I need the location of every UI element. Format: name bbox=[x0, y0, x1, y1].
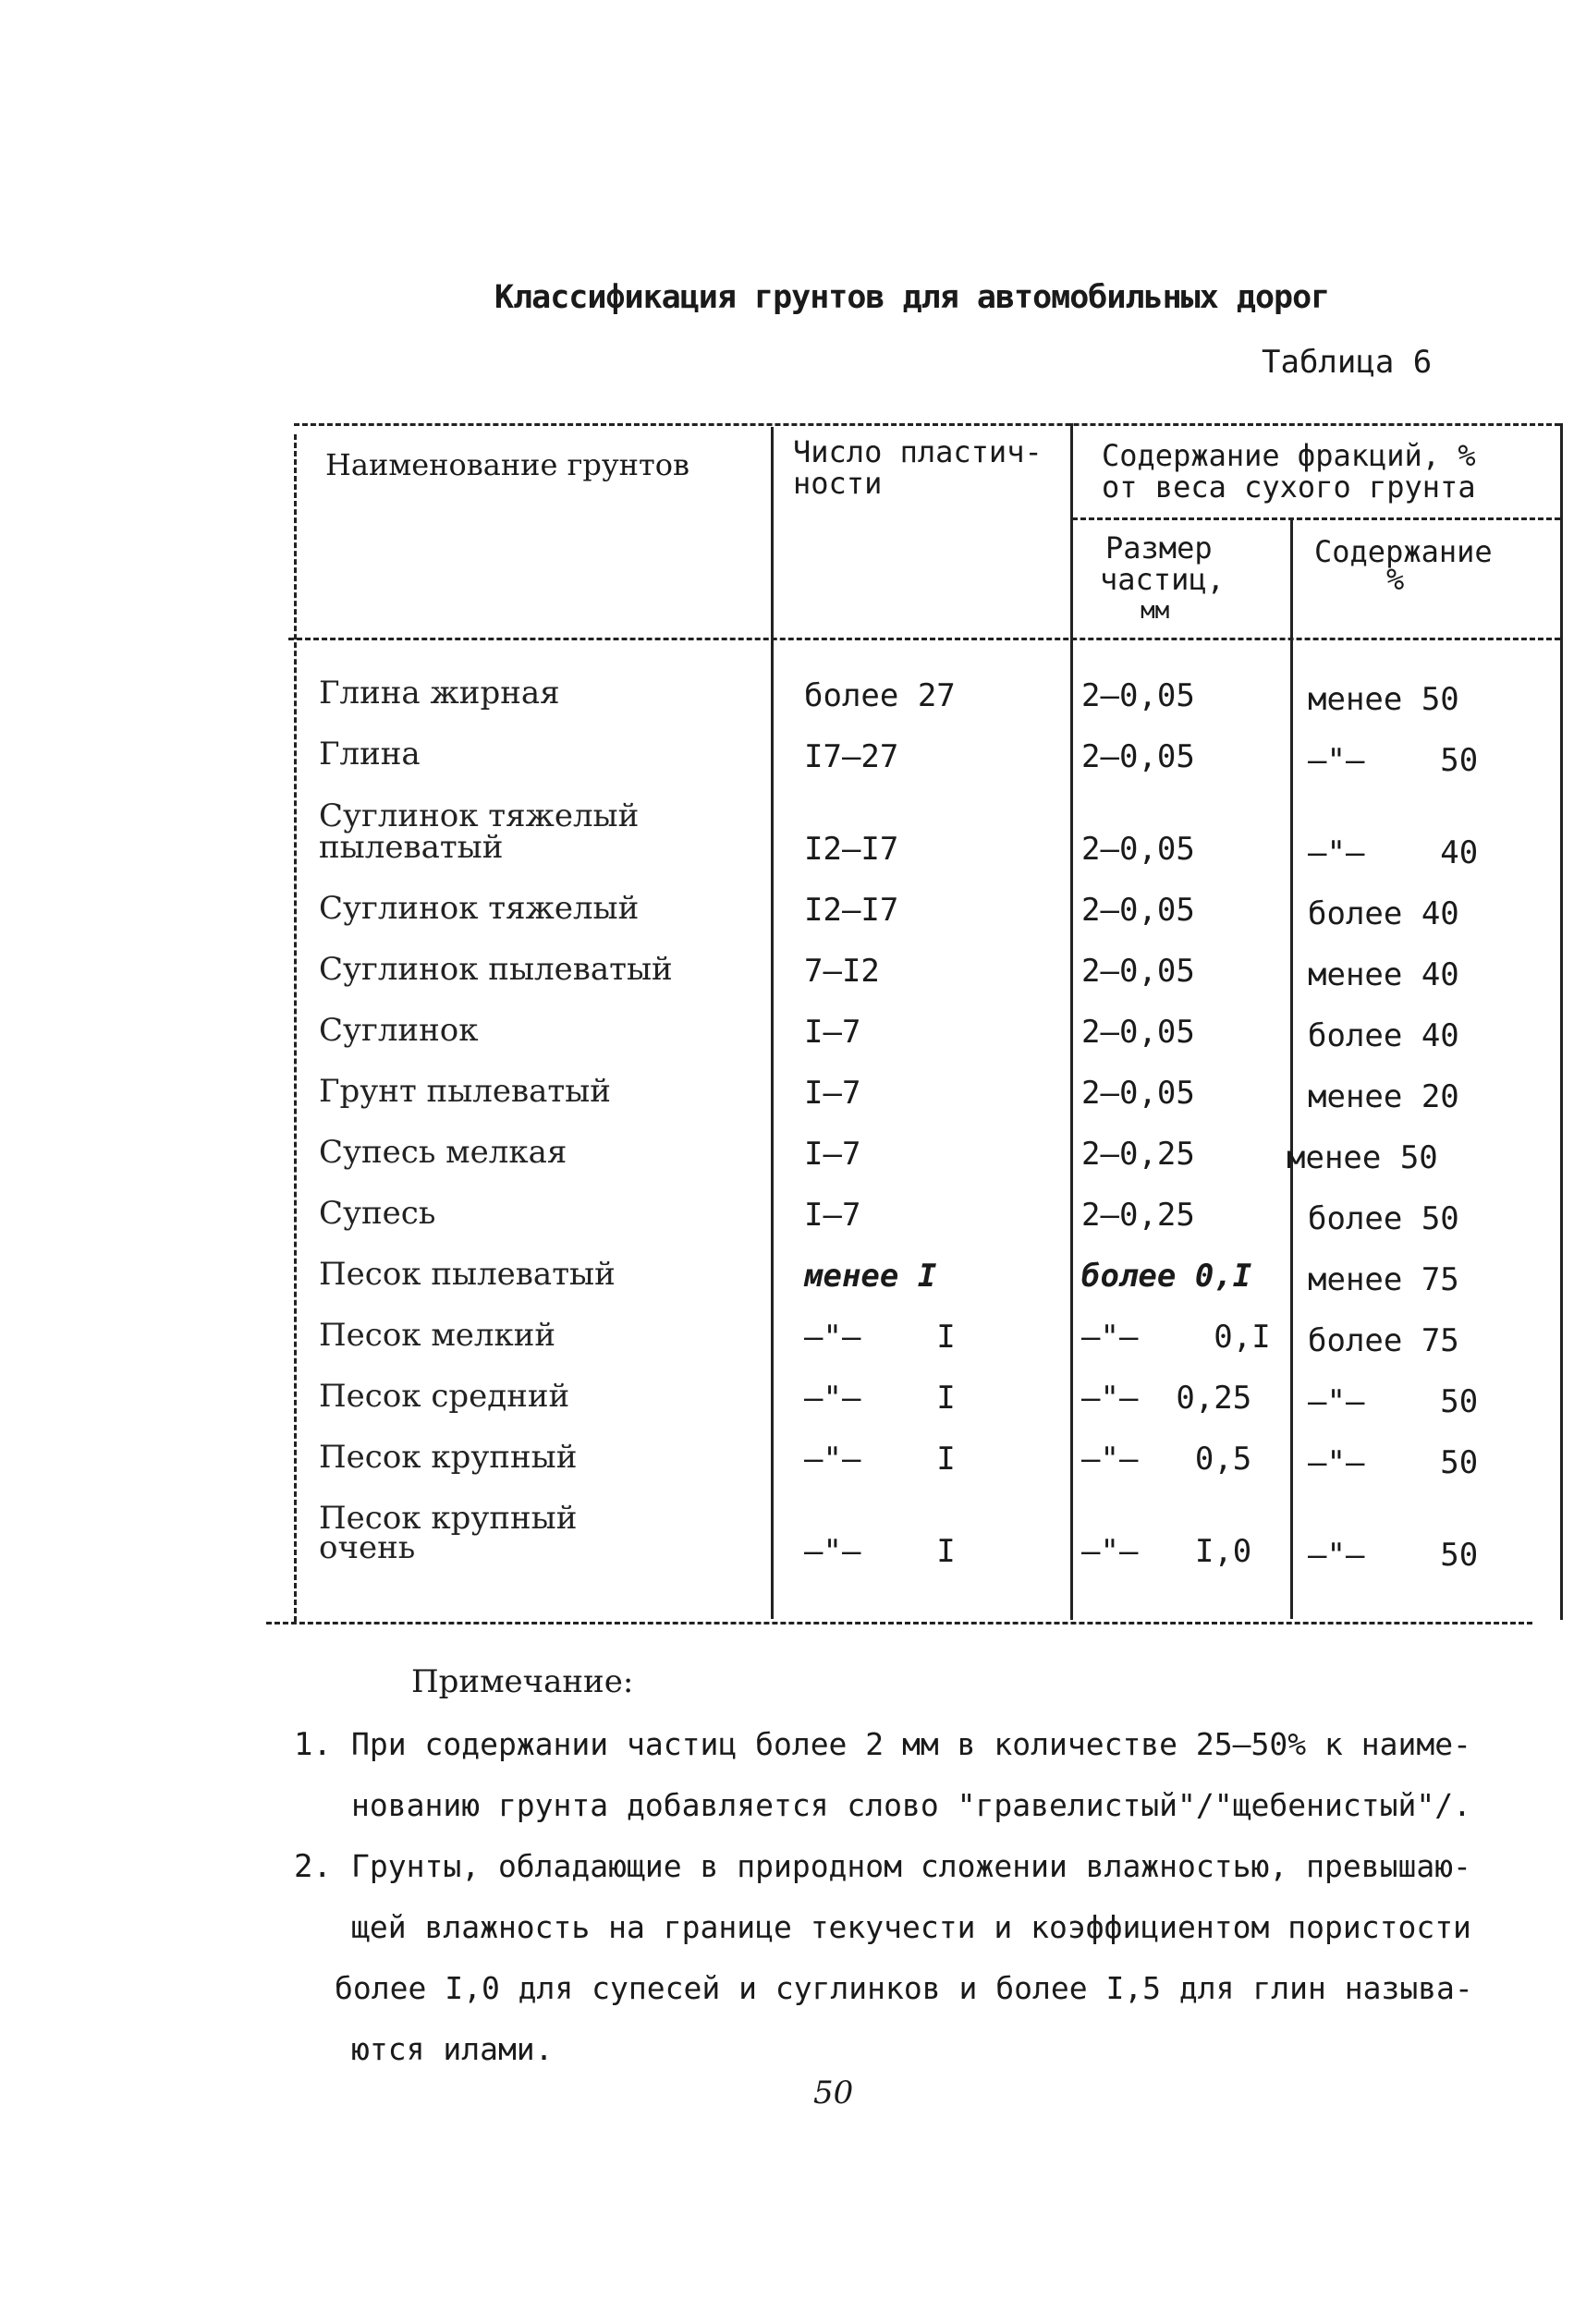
cell-particle-size: –"– I,0 bbox=[1081, 1533, 1252, 1570]
cell-plasticity: I7–27 bbox=[804, 738, 899, 775]
cell-plasticity: I2–I7 bbox=[804, 892, 899, 929]
cell-content: менее 50 bbox=[1287, 1139, 1438, 1176]
header-content-line2: % bbox=[1386, 562, 1405, 597]
cell-soil-name-line2: пылеватый bbox=[319, 829, 504, 866]
cell-content: –"– 40 bbox=[1308, 834, 1479, 871]
cell-particle-size: –"– 0,I bbox=[1081, 1319, 1271, 1356]
cell-soil-name-line1: Песок крупный bbox=[319, 1500, 578, 1537]
cell-content: менее 40 bbox=[1308, 956, 1459, 993]
header-content-line1: Содержание bbox=[1314, 534, 1493, 569]
cell-particle-size: 2–0,05 bbox=[1081, 677, 1195, 714]
table-left-border bbox=[294, 434, 297, 1622]
cell-particle-size: –"– 0,5 bbox=[1081, 1441, 1252, 1478]
cell-soil-name: Песок средний bbox=[319, 1378, 570, 1415]
note-line: щей влажность на границе текучести и коэффициентом пористости bbox=[351, 1909, 1471, 1945]
cell-content: –"– 50 bbox=[1308, 1444, 1479, 1481]
cell-soil-name: Глина жирная bbox=[319, 675, 560, 712]
cell-soil-name: Песок крупный bbox=[319, 1439, 578, 1476]
cell-particle-size: более 0,I bbox=[1081, 1258, 1252, 1295]
table-label: Таблица 6 bbox=[1262, 344, 1433, 381]
cell-plasticity: I2–I7 bbox=[804, 831, 899, 868]
cell-particle-size: 2–0,05 bbox=[1081, 738, 1195, 775]
note-line: более I,0 для супесей и суглинков и более I,5 для глин называ- bbox=[335, 1970, 1473, 2006]
cell-content: более 50 bbox=[1308, 1200, 1459, 1237]
table-right-border bbox=[1560, 423, 1563, 1620]
cell-plasticity: более 27 bbox=[804, 677, 956, 714]
cell-particle-size: 2–0,25 bbox=[1081, 1136, 1195, 1173]
cell-plasticity: I–7 bbox=[804, 1136, 861, 1173]
header-plasticity-line2: ности bbox=[793, 466, 883, 501]
header-plasticity-line1: Число пластич- bbox=[793, 434, 1043, 469]
cell-plasticity: I–7 bbox=[804, 1197, 861, 1234]
note-line: При содержании частиц более 2 мм в количестве 25–50% к наиме- bbox=[351, 1726, 1471, 1762]
cell-soil-name: Супесь мелкая bbox=[319, 1134, 567, 1171]
cell-particle-size: 2–0,05 bbox=[1081, 1014, 1195, 1051]
header-size-line3: мм bbox=[1141, 597, 1170, 625]
subheader-divider bbox=[1072, 517, 1560, 520]
cell-particle-size: 2–0,05 bbox=[1081, 831, 1195, 868]
cell-soil-name: Суглинок тяжелый bbox=[319, 890, 640, 927]
cell-content: –"– 50 bbox=[1308, 1537, 1479, 1574]
cell-soil-name-line1: Суглинок тяжелый bbox=[319, 797, 640, 834]
column-divider-2 bbox=[1070, 423, 1073, 1620]
cell-plasticity: –"– I bbox=[804, 1319, 956, 1356]
header-size-line1: Размер bbox=[1105, 530, 1213, 566]
cell-particle-size: –"– 0,25 bbox=[1081, 1380, 1252, 1417]
cell-plasticity: –"– I bbox=[804, 1380, 956, 1417]
note-number: 2. bbox=[294, 1848, 332, 1885]
cell-content: менее 75 bbox=[1308, 1261, 1459, 1298]
page-number: 50 bbox=[813, 2075, 854, 2111]
header-name: Наименование грунтов bbox=[325, 447, 689, 482]
cell-content: менее 50 bbox=[1308, 681, 1459, 718]
cell-content: более 75 bbox=[1308, 1322, 1459, 1359]
cell-content: менее 20 bbox=[1308, 1078, 1459, 1115]
note-number: 1. bbox=[294, 1726, 332, 1763]
cell-content: более 40 bbox=[1308, 895, 1459, 932]
note-line: Грунты, обладающие в природном сложении влажностью, превышаю- bbox=[351, 1848, 1471, 1884]
header-fraction-line2: от веса сухого грунта bbox=[1102, 469, 1476, 505]
cell-content: –"– 50 bbox=[1308, 1383, 1479, 1420]
cell-soil-name: Песок мелкий bbox=[319, 1317, 556, 1354]
cell-soil-name: Глина bbox=[319, 736, 421, 773]
page-title: Классификация грунтов для автомобильных дорог bbox=[494, 279, 1330, 316]
cell-particle-size: 2–0,05 bbox=[1081, 1075, 1195, 1112]
note-title: Примечание: bbox=[411, 1663, 634, 1700]
table-bottom-border bbox=[266, 1622, 1532, 1624]
column-divider-1 bbox=[771, 427, 774, 1619]
header-bottom-border bbox=[288, 638, 1560, 640]
cell-plasticity: 7–I2 bbox=[804, 953, 880, 990]
header-fraction-line1: Содержание фракций, % bbox=[1102, 438, 1476, 473]
cell-content: –"– 50 bbox=[1308, 742, 1479, 779]
cell-soil-name: Супесь bbox=[319, 1195, 436, 1232]
cell-particle-size: 2–0,05 bbox=[1081, 892, 1195, 929]
cell-plasticity: –"– I bbox=[804, 1533, 956, 1570]
cell-plasticity: I–7 bbox=[804, 1075, 861, 1112]
column-divider-3 bbox=[1290, 519, 1293, 1619]
cell-soil-name-line2: очень bbox=[319, 1529, 416, 1566]
cell-plasticity: –"– I bbox=[804, 1441, 956, 1478]
header-size-line2: частиц, bbox=[1100, 562, 1225, 597]
cell-particle-size: 2–0,05 bbox=[1081, 953, 1195, 990]
cell-soil-name: Суглинок bbox=[319, 1012, 479, 1049]
note-line: ются илами. bbox=[351, 2031, 554, 2067]
table-top-border bbox=[294, 423, 1560, 426]
cell-soil-name: Грунт пылеватый bbox=[319, 1073, 611, 1110]
note-line: нованию грунта добавляется слово "гравелистый"/"щебенистый"/. bbox=[351, 1787, 1471, 1823]
cell-soil-name: Песок пылеватый bbox=[319, 1256, 616, 1293]
cell-soil-name: Суглинок пылеватый bbox=[319, 951, 673, 988]
cell-content: более 40 bbox=[1308, 1017, 1459, 1054]
cell-particle-size: 2–0,25 bbox=[1081, 1197, 1195, 1234]
cell-plasticity: менее I bbox=[804, 1258, 937, 1295]
cell-plasticity: I–7 bbox=[804, 1014, 861, 1051]
